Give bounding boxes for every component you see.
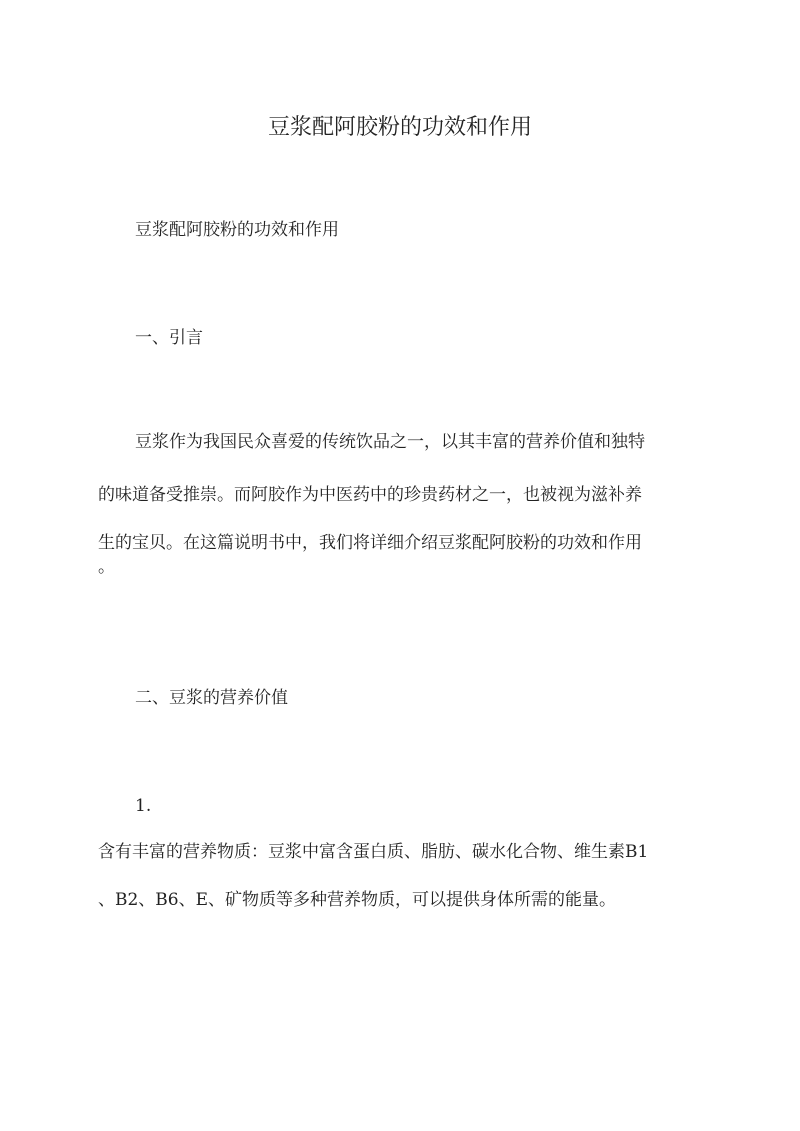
section-heading-introduction: 一、引言: [135, 328, 203, 348]
document-subtitle: 豆浆配阿胶粉的功效和作用: [135, 220, 339, 240]
section-heading-nutrition: 二、豆浆的营养价值: [135, 688, 288, 708]
paragraph-line: 豆浆作为我国民众喜爱的传统饮品之一，以其丰富的营养价值和独特: [135, 432, 645, 452]
paragraph-line: 、B2、B6、E、矿物质等多种营养物质，可以提供身体所需的能量。: [98, 890, 617, 910]
paragraph-line: 的味道备受推崇。而阿胶作为中医药中的珍贵药材之一，也被视为滋补养: [98, 485, 642, 505]
paragraph-line: 生的宝贝。在这篇说明书中，我们将详细介绍豆浆配阿胶粉的功效和作用: [98, 533, 642, 553]
paragraph-line: 含有丰富的营养物质：豆浆中富含蛋白质、脂肪、碳水化合物、维生素B1: [98, 842, 649, 862]
paragraph-line: 。: [98, 557, 115, 577]
list-item-number: 1.: [135, 796, 152, 816]
page-title: 豆浆配阿胶粉的功效和作用: [267, 114, 532, 140]
